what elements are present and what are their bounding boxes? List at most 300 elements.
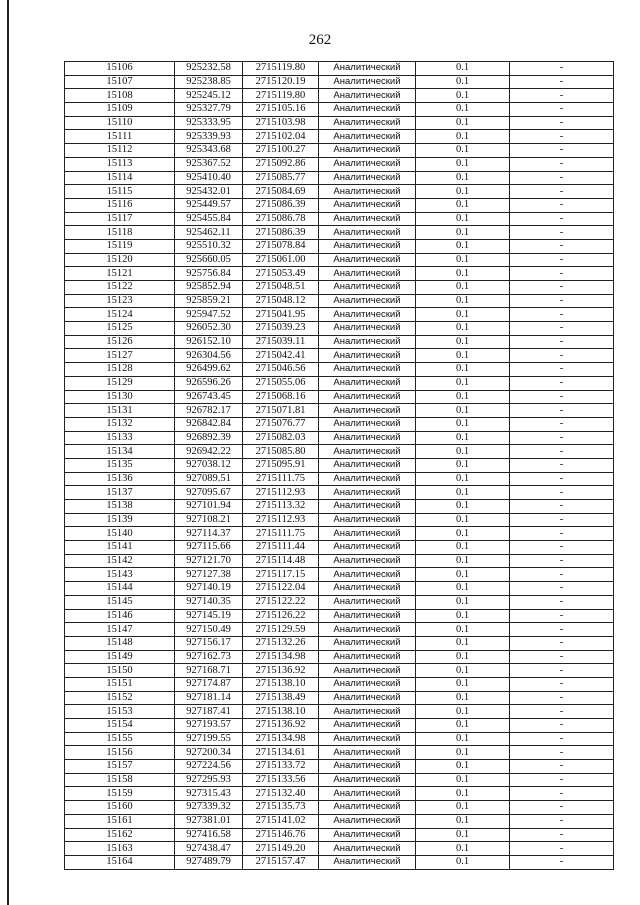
y-coordinate-cell: 2715100.27: [243, 144, 319, 158]
x-coordinate-cell: 927114.37: [175, 527, 243, 541]
note-cell: -: [510, 773, 614, 787]
note-cell: -: [510, 431, 614, 445]
x-coordinate-cell: 927339.32: [175, 801, 243, 815]
note-cell: -: [510, 226, 614, 240]
note-cell: -: [510, 760, 614, 774]
point-number-cell: 15145: [65, 595, 175, 609]
method-cell: Аналитический: [319, 322, 416, 336]
table-row: [65, 609, 614, 623]
point-number-cell: 15152: [65, 691, 175, 705]
point-number-cell: 15142: [65, 554, 175, 568]
x-coordinate-cell: 925660.05: [175, 253, 243, 267]
method-cell: Аналитический: [319, 719, 416, 733]
method-cell: Аналитический: [319, 691, 416, 705]
point-number-cell: 15112: [65, 144, 175, 158]
y-coordinate-cell: 2715120.19: [243, 75, 319, 89]
accuracy-cell: 0.1: [416, 677, 510, 691]
coordinates-table-body: [65, 62, 614, 870]
x-coordinate-cell: 927101.94: [175, 500, 243, 514]
table-row: [65, 322, 614, 336]
x-coordinate-cell: 927140.35: [175, 595, 243, 609]
method-cell: Аналитический: [319, 349, 416, 363]
y-coordinate-cell: 2715111.75: [243, 472, 319, 486]
method-cell: Аналитический: [319, 431, 416, 445]
point-number-cell: 15133: [65, 431, 175, 445]
accuracy-cell: 0.1: [416, 281, 510, 295]
x-coordinate-cell: 927381.01: [175, 814, 243, 828]
x-coordinate-cell: 927121.70: [175, 554, 243, 568]
table-row: [65, 404, 614, 418]
x-coordinate-cell: 925449.57: [175, 198, 243, 212]
y-coordinate-cell: 2715135.73: [243, 801, 319, 815]
note-cell: -: [510, 267, 614, 281]
method-cell: Аналитический: [319, 335, 416, 349]
accuracy-cell: 0.1: [416, 404, 510, 418]
x-coordinate-cell: 927150.49: [175, 623, 243, 637]
method-cell: Аналитический: [319, 212, 416, 226]
point-number-cell: 15140: [65, 527, 175, 541]
table-row: [65, 376, 614, 390]
x-coordinate-cell: 925432.01: [175, 185, 243, 199]
point-number-cell: 15118: [65, 226, 175, 240]
note-cell: -: [510, 623, 614, 637]
note-cell: -: [510, 527, 614, 541]
method-cell: Аналитический: [319, 636, 416, 650]
point-number-cell: 15131: [65, 404, 175, 418]
x-coordinate-cell: 925333.95: [175, 116, 243, 130]
method-cell: Аналитический: [319, 595, 416, 609]
point-number-cell: 15132: [65, 417, 175, 431]
method-cell: Аналитический: [319, 198, 416, 212]
method-cell: Аналитический: [319, 417, 416, 431]
method-cell: Аналитический: [319, 376, 416, 390]
x-coordinate-cell: 927224.56: [175, 760, 243, 774]
method-cell: Аналитический: [319, 281, 416, 295]
note-cell: -: [510, 171, 614, 185]
table-row: [65, 855, 614, 869]
x-coordinate-cell: 926782.17: [175, 404, 243, 418]
method-cell: Аналитический: [319, 308, 416, 322]
table-row: [65, 636, 614, 650]
y-coordinate-cell: 2715102.04: [243, 130, 319, 144]
accuracy-cell: 0.1: [416, 363, 510, 377]
note-cell: -: [510, 376, 614, 390]
accuracy-cell: 0.1: [416, 185, 510, 199]
method-cell: Аналитический: [319, 445, 416, 459]
x-coordinate-cell: 927156.17: [175, 636, 243, 650]
table-row: [65, 568, 614, 582]
note-cell: -: [510, 636, 614, 650]
table-row: [65, 760, 614, 774]
accuracy-cell: 0.1: [416, 691, 510, 705]
note-cell: -: [510, 500, 614, 514]
accuracy-cell: 0.1: [416, 171, 510, 185]
point-number-cell: 15127: [65, 349, 175, 363]
accuracy-cell: 0.1: [416, 335, 510, 349]
accuracy-cell: 0.1: [416, 376, 510, 390]
note-cell: -: [510, 554, 614, 568]
method-cell: Аналитический: [319, 75, 416, 89]
point-number-cell: 15157: [65, 760, 175, 774]
note-cell: -: [510, 513, 614, 527]
accuracy-cell: 0.1: [416, 746, 510, 760]
table-row: [65, 814, 614, 828]
accuracy-cell: 0.1: [416, 773, 510, 787]
table-row: [65, 89, 614, 103]
point-number-cell: 15117: [65, 212, 175, 226]
table-row: [65, 513, 614, 527]
y-coordinate-cell: 2715114.48: [243, 554, 319, 568]
table-row: [65, 226, 614, 240]
accuracy-cell: 0.1: [416, 390, 510, 404]
accuracy-cell: 0.1: [416, 664, 510, 678]
note-cell: -: [510, 144, 614, 158]
y-coordinate-cell: 2715136.92: [243, 719, 319, 733]
x-coordinate-cell: 927187.41: [175, 705, 243, 719]
method-cell: Аналитический: [319, 157, 416, 171]
note-cell: -: [510, 89, 614, 103]
note-cell: -: [510, 335, 614, 349]
point-number-cell: 15151: [65, 677, 175, 691]
accuracy-cell: 0.1: [416, 226, 510, 240]
accuracy-cell: 0.1: [416, 719, 510, 733]
method-cell: Аналитический: [319, 801, 416, 815]
point-number-cell: 15106: [65, 62, 175, 76]
point-number-cell: 15163: [65, 842, 175, 856]
note-cell: -: [510, 103, 614, 117]
accuracy-cell: 0.1: [416, 445, 510, 459]
point-number-cell: 15146: [65, 609, 175, 623]
point-number-cell: 15111: [65, 130, 175, 144]
point-number-cell: 15153: [65, 705, 175, 719]
note-cell: -: [510, 719, 614, 733]
table-row: [65, 198, 614, 212]
method-cell: Аналитический: [319, 267, 416, 281]
y-coordinate-cell: 2715055.06: [243, 376, 319, 390]
x-coordinate-cell: 927174.87: [175, 677, 243, 691]
point-number-cell: 15143: [65, 568, 175, 582]
method-cell: Аналитический: [319, 404, 416, 418]
point-number-cell: 15129: [65, 376, 175, 390]
y-coordinate-cell: 2715076.77: [243, 417, 319, 431]
table-row: [65, 431, 614, 445]
point-number-cell: 15125: [65, 322, 175, 336]
accuracy-cell: 0.1: [416, 568, 510, 582]
y-coordinate-cell: 2715084.69: [243, 185, 319, 199]
table-row: [65, 595, 614, 609]
accuracy-cell: 0.1: [416, 75, 510, 89]
table-row: [65, 363, 614, 377]
method-cell: Аналитический: [319, 363, 416, 377]
table-row: [65, 75, 614, 89]
x-coordinate-cell: 925756.84: [175, 267, 243, 281]
note-cell: -: [510, 582, 614, 596]
y-coordinate-cell: 2715113.32: [243, 500, 319, 514]
method-cell: Аналитический: [319, 171, 416, 185]
table-row: [65, 472, 614, 486]
point-number-cell: 15160: [65, 801, 175, 815]
method-cell: Аналитический: [319, 144, 416, 158]
x-coordinate-cell: 925339.93: [175, 130, 243, 144]
point-number-cell: 15136: [65, 472, 175, 486]
note-cell: -: [510, 239, 614, 253]
y-coordinate-cell: 2715112.93: [243, 513, 319, 527]
table-row: [65, 335, 614, 349]
y-coordinate-cell: 2715105.16: [243, 103, 319, 117]
x-coordinate-cell: 926596.26: [175, 376, 243, 390]
method-cell: Аналитический: [319, 623, 416, 637]
note-cell: -: [510, 801, 614, 815]
accuracy-cell: 0.1: [416, 609, 510, 623]
accuracy-cell: 0.1: [416, 308, 510, 322]
note-cell: -: [510, 253, 614, 267]
accuracy-cell: 0.1: [416, 62, 510, 76]
table-row: [65, 664, 614, 678]
x-coordinate-cell: 927181.14: [175, 691, 243, 705]
y-coordinate-cell: 2715138.10: [243, 705, 319, 719]
x-coordinate-cell: 927140.19: [175, 582, 243, 596]
table-row: [65, 650, 614, 664]
x-coordinate-cell: 927193.57: [175, 719, 243, 733]
y-coordinate-cell: 2715119.80: [243, 89, 319, 103]
x-coordinate-cell: 927089.51: [175, 472, 243, 486]
note-cell: -: [510, 404, 614, 418]
accuracy-cell: 0.1: [416, 349, 510, 363]
accuracy-cell: 0.1: [416, 458, 510, 472]
point-number-cell: 15159: [65, 787, 175, 801]
accuracy-cell: 0.1: [416, 322, 510, 336]
x-coordinate-cell: 927416.58: [175, 828, 243, 842]
y-coordinate-cell: 2715134.61: [243, 746, 319, 760]
accuracy-cell: 0.1: [416, 253, 510, 267]
accuracy-cell: 0.1: [416, 431, 510, 445]
y-coordinate-cell: 2715132.40: [243, 787, 319, 801]
note-cell: -: [510, 322, 614, 336]
table-row: [65, 157, 614, 171]
note-cell: -: [510, 705, 614, 719]
note-cell: -: [510, 390, 614, 404]
y-coordinate-cell: 2715041.95: [243, 308, 319, 322]
method-cell: Аналитический: [319, 294, 416, 308]
note-cell: -: [510, 130, 614, 144]
y-coordinate-cell: 2715078.84: [243, 239, 319, 253]
method-cell: Аналитический: [319, 664, 416, 678]
method-cell: Аналитический: [319, 390, 416, 404]
accuracy-cell: 0.1: [416, 212, 510, 226]
x-coordinate-cell: 927108.21: [175, 513, 243, 527]
accuracy-cell: 0.1: [416, 582, 510, 596]
point-number-cell: 15130: [65, 390, 175, 404]
table-row: [65, 623, 614, 637]
y-coordinate-cell: 2715086.78: [243, 212, 319, 226]
method-cell: Аналитический: [319, 130, 416, 144]
point-number-cell: 15141: [65, 541, 175, 555]
accuracy-cell: 0.1: [416, 554, 510, 568]
y-coordinate-cell: 2715095.91: [243, 458, 319, 472]
y-coordinate-cell: 2715138.49: [243, 691, 319, 705]
method-cell: Аналитический: [319, 89, 416, 103]
accuracy-cell: 0.1: [416, 130, 510, 144]
point-number-cell: 15149: [65, 650, 175, 664]
accuracy-cell: 0.1: [416, 814, 510, 828]
point-number-cell: 15124: [65, 308, 175, 322]
table-row: [65, 116, 614, 130]
method-cell: Аналитический: [319, 185, 416, 199]
method-cell: Аналитический: [319, 787, 416, 801]
table-row: [65, 267, 614, 281]
y-coordinate-cell: 2715042.41: [243, 349, 319, 363]
y-coordinate-cell: 2715039.11: [243, 335, 319, 349]
y-coordinate-cell: 2715134.98: [243, 732, 319, 746]
x-coordinate-cell: 927115.66: [175, 541, 243, 555]
point-number-cell: 15128: [65, 363, 175, 377]
point-number-cell: 15164: [65, 855, 175, 869]
y-coordinate-cell: 2715133.72: [243, 760, 319, 774]
accuracy-cell: 0.1: [416, 842, 510, 856]
table-row: [65, 171, 614, 185]
note-cell: -: [510, 746, 614, 760]
y-coordinate-cell: 2715149.20: [243, 842, 319, 856]
x-coordinate-cell: 927489.79: [175, 855, 243, 869]
accuracy-cell: 0.1: [416, 801, 510, 815]
table-row: [65, 677, 614, 691]
point-number-cell: 15108: [65, 89, 175, 103]
page-number: 262: [308, 32, 332, 48]
x-coordinate-cell: 925852.94: [175, 281, 243, 295]
method-cell: Аналитический: [319, 486, 416, 500]
table-row: [65, 458, 614, 472]
table-row: [65, 445, 614, 459]
method-cell: Аналитический: [319, 650, 416, 664]
y-coordinate-cell: 2715061.00: [243, 253, 319, 267]
accuracy-cell: 0.1: [416, 595, 510, 609]
accuracy-cell: 0.1: [416, 486, 510, 500]
accuracy-cell: 0.1: [416, 89, 510, 103]
y-coordinate-cell: 2715068.16: [243, 390, 319, 404]
y-coordinate-cell: 2715039.23: [243, 322, 319, 336]
x-coordinate-cell: 925343.68: [175, 144, 243, 158]
point-number-cell: 15158: [65, 773, 175, 787]
x-coordinate-cell: 925410.40: [175, 171, 243, 185]
y-coordinate-cell: 2715071.81: [243, 404, 319, 418]
x-coordinate-cell: 926892.39: [175, 431, 243, 445]
point-number-cell: 15155: [65, 732, 175, 746]
point-number-cell: 15161: [65, 814, 175, 828]
x-coordinate-cell: 926152.10: [175, 335, 243, 349]
table-row: [65, 308, 614, 322]
table-row: [65, 390, 614, 404]
y-coordinate-cell: 2715146.76: [243, 828, 319, 842]
accuracy-cell: 0.1: [416, 650, 510, 664]
table-row: [65, 62, 614, 76]
accuracy-cell: 0.1: [416, 116, 510, 130]
accuracy-cell: 0.1: [416, 623, 510, 637]
accuracy-cell: 0.1: [416, 527, 510, 541]
accuracy-cell: 0.1: [416, 828, 510, 842]
x-coordinate-cell: 925327.79: [175, 103, 243, 117]
note-cell: -: [510, 294, 614, 308]
y-coordinate-cell: 2715134.98: [243, 650, 319, 664]
method-cell: Аналитический: [319, 746, 416, 760]
accuracy-cell: 0.1: [416, 267, 510, 281]
y-coordinate-cell: 2715141.02: [243, 814, 319, 828]
note-cell: -: [510, 198, 614, 212]
accuracy-cell: 0.1: [416, 157, 510, 171]
x-coordinate-cell: 927315.43: [175, 787, 243, 801]
accuracy-cell: 0.1: [416, 541, 510, 555]
accuracy-cell: 0.1: [416, 760, 510, 774]
accuracy-cell: 0.1: [416, 144, 510, 158]
x-coordinate-cell: 925367.52: [175, 157, 243, 171]
method-cell: Аналитический: [319, 103, 416, 117]
x-coordinate-cell: 925238.85: [175, 75, 243, 89]
note-cell: -: [510, 185, 614, 199]
table-row: [65, 281, 614, 295]
table-row: [65, 541, 614, 555]
method-cell: Аналитический: [319, 513, 416, 527]
x-coordinate-cell: 927145.19: [175, 609, 243, 623]
point-number-cell: 15156: [65, 746, 175, 760]
x-coordinate-cell: 927200.34: [175, 746, 243, 760]
y-coordinate-cell: 2715086.39: [243, 198, 319, 212]
x-coordinate-cell: 927168.71: [175, 664, 243, 678]
note-cell: -: [510, 75, 614, 89]
accuracy-cell: 0.1: [416, 198, 510, 212]
y-coordinate-cell: 2715133.56: [243, 773, 319, 787]
method-cell: Аналитический: [319, 582, 416, 596]
method-cell: Аналитический: [319, 814, 416, 828]
y-coordinate-cell: 2715119.80: [243, 62, 319, 76]
point-number-cell: 15139: [65, 513, 175, 527]
table-row: [65, 746, 614, 760]
accuracy-cell: 0.1: [416, 732, 510, 746]
y-coordinate-cell: 2715122.04: [243, 582, 319, 596]
point-number-cell: 15147: [65, 623, 175, 637]
point-number-cell: 15114: [65, 171, 175, 185]
table-row: [65, 185, 614, 199]
note-cell: -: [510, 212, 614, 226]
method-cell: Аналитический: [319, 527, 416, 541]
note-cell: -: [510, 609, 614, 623]
accuracy-cell: 0.1: [416, 636, 510, 650]
accuracy-cell: 0.1: [416, 855, 510, 869]
y-coordinate-cell: 2715048.51: [243, 281, 319, 295]
table-row: [65, 130, 614, 144]
accuracy-cell: 0.1: [416, 294, 510, 308]
note-cell: -: [510, 732, 614, 746]
y-coordinate-cell: 2715126.22: [243, 609, 319, 623]
method-cell: Аналитический: [319, 842, 416, 856]
table-row: [65, 239, 614, 253]
x-coordinate-cell: 927199.55: [175, 732, 243, 746]
accuracy-cell: 0.1: [416, 787, 510, 801]
note-cell: -: [510, 157, 614, 171]
y-coordinate-cell: 2715129.59: [243, 623, 319, 637]
x-coordinate-cell: 927162.73: [175, 650, 243, 664]
point-number-cell: 15144: [65, 582, 175, 596]
point-number-cell: 15122: [65, 281, 175, 295]
y-coordinate-cell: 2715138.10: [243, 677, 319, 691]
point-number-cell: 15154: [65, 719, 175, 733]
y-coordinate-cell: 2715085.77: [243, 171, 319, 185]
x-coordinate-cell: 927127.38: [175, 568, 243, 582]
table-row: [65, 527, 614, 541]
accuracy-cell: 0.1: [416, 103, 510, 117]
x-coordinate-cell: 925245.12: [175, 89, 243, 103]
table-row: [65, 144, 614, 158]
note-cell: -: [510, 691, 614, 705]
accuracy-cell: 0.1: [416, 500, 510, 514]
